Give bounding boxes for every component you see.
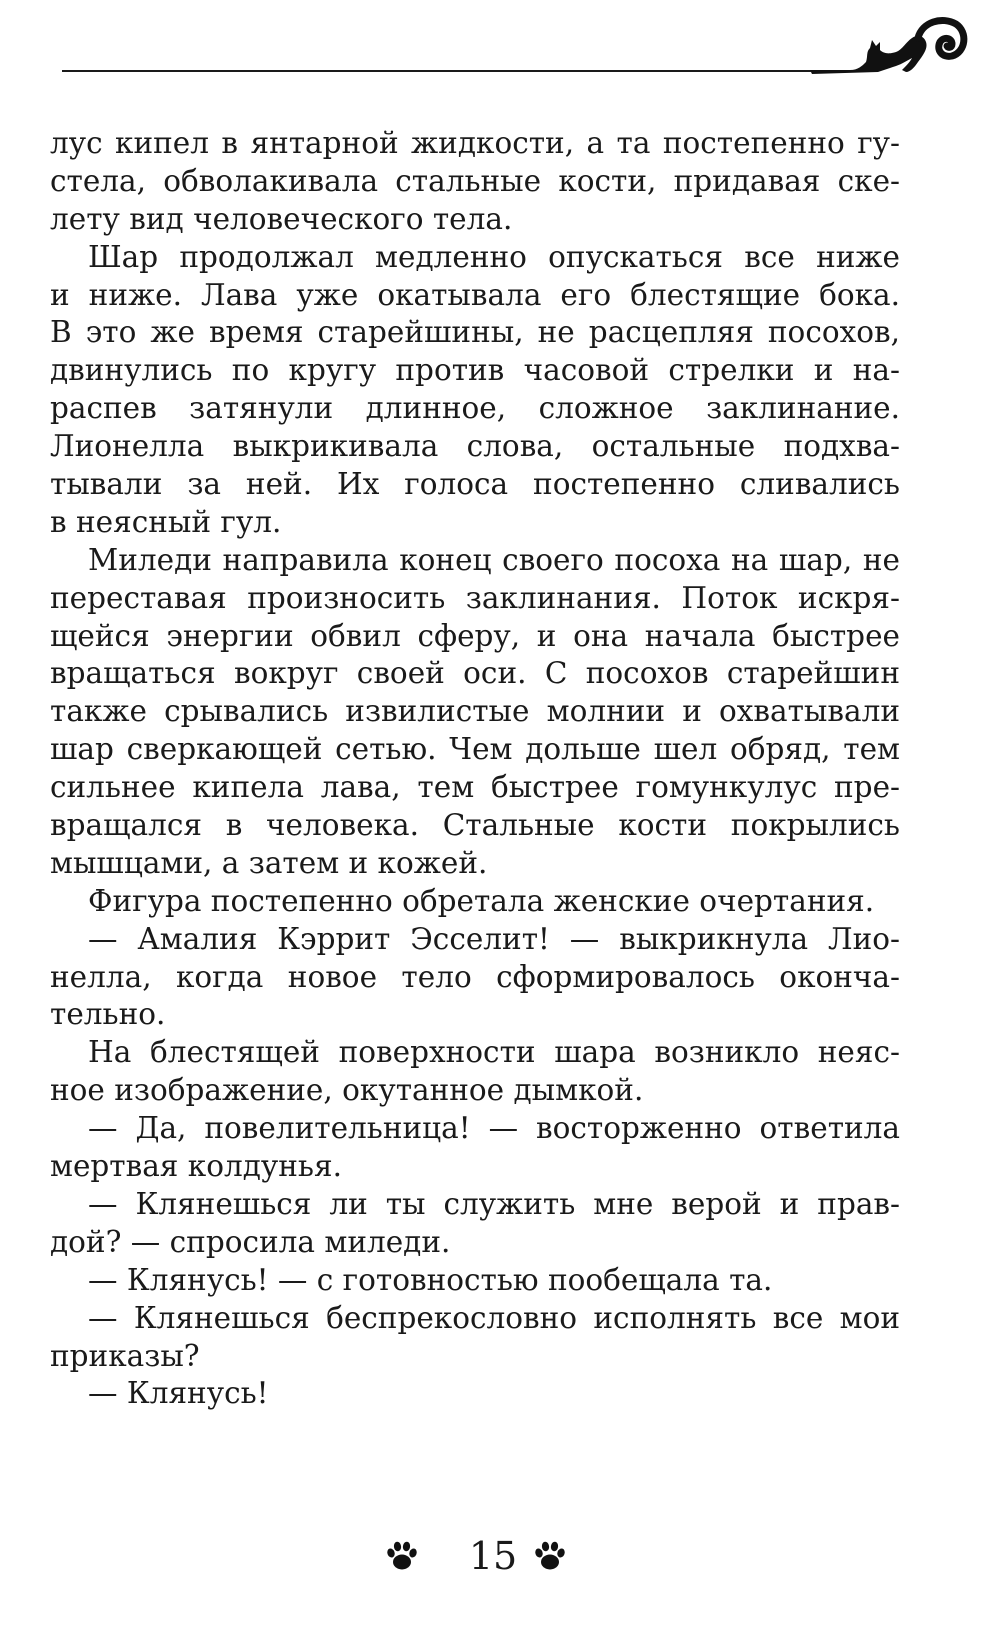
text-line: Фигура постепенно обретала женские очертания. — [88, 883, 875, 918]
header-rule — [62, 70, 852, 72]
text-line: и ниже. Лава уже окатывала его блестящие бока. — [50, 277, 900, 312]
text-line: Шар продолжал медленно опускаться все ниже — [88, 239, 900, 274]
text-line: — Да, повелительница! — восторженно ответила — [88, 1111, 900, 1146]
text-line: в неясный гул. — [50, 504, 282, 539]
body-text — [50, 125, 900, 1413]
page-footer — [0, 1532, 1000, 1588]
text-line: тывали за ней. Их голоса постепенно сливались — [50, 467, 900, 502]
text-line: Миледи направила конец своего посоха на шар, не — [88, 542, 900, 577]
text-line: — Клянешься ли ты служить мне верой и прав- — [88, 1186, 900, 1221]
text-line: На блестящей поверхности шара возникло неяс- — [88, 1035, 900, 1070]
text-line: лету вид человеческого тела. — [50, 201, 513, 236]
text-line: вращаться вокруг своей оси. С посохов старейшин — [50, 656, 900, 691]
text-line: мышцами, а затем и кожей. — [50, 845, 488, 880]
text-line: переставая произносить заклинания. Поток искря- — [50, 580, 900, 615]
text-line: мертвая колдунья. — [50, 1149, 342, 1184]
paw-print-icon — [384, 1538, 420, 1574]
text-line: нелла, когда новое тело сформировалось оконча- — [50, 959, 900, 994]
text-line: вращался в человека. Стальные кости покрылись — [50, 808, 900, 843]
text-line: — Клянешься беспрекословно исполнять все мои — [88, 1300, 900, 1335]
text-line: дой? — спросила миледи. — [50, 1224, 451, 1259]
text-line: — Клянусь! — с готовностью пообещала та. — [88, 1262, 773, 1297]
text-line: приказы? — [50, 1338, 200, 1373]
text-line: ное изображение, окутанное дымкой. — [50, 1073, 644, 1108]
text-line: Лионелла выкрикивала слова, остальные подхва- — [50, 429, 900, 464]
text-line: стела, обволакивала стальные кости, придавая ске- — [50, 163, 900, 198]
text-line: двинулись по кругу против часовой стрелки и на- — [50, 353, 900, 388]
page-number: 15 — [468, 1534, 518, 1578]
text-line: шар сверкающей сетью. Чем дольше шел обряд, тем — [50, 732, 900, 767]
text-line: тельно. — [50, 997, 166, 1032]
text-line: сильнее кипела лава, тем быстрее гомункулус пре- — [50, 770, 900, 805]
paw-print-icon — [532, 1538, 568, 1574]
text-line: В это же время старейшины, не расцепляя посохов, — [50, 315, 900, 350]
text-line: лус кипел в янтарной жидкости, а та постепенно гу- — [50, 126, 900, 160]
text-line: распев затянули длинное, сложное заклинание. — [50, 391, 900, 426]
text-line: также срывались извилистые молнии и охватывали — [50, 694, 900, 729]
text-line: — Клянусь! — [88, 1376, 269, 1411]
text-line: щейся энергии обвил сферу, и она начала быстрее — [50, 618, 900, 653]
text-line: — Амалия Кэррит Эсселит! — выкрикнула Лио- — [88, 921, 900, 956]
cat-silhouette-icon — [810, 12, 970, 82]
